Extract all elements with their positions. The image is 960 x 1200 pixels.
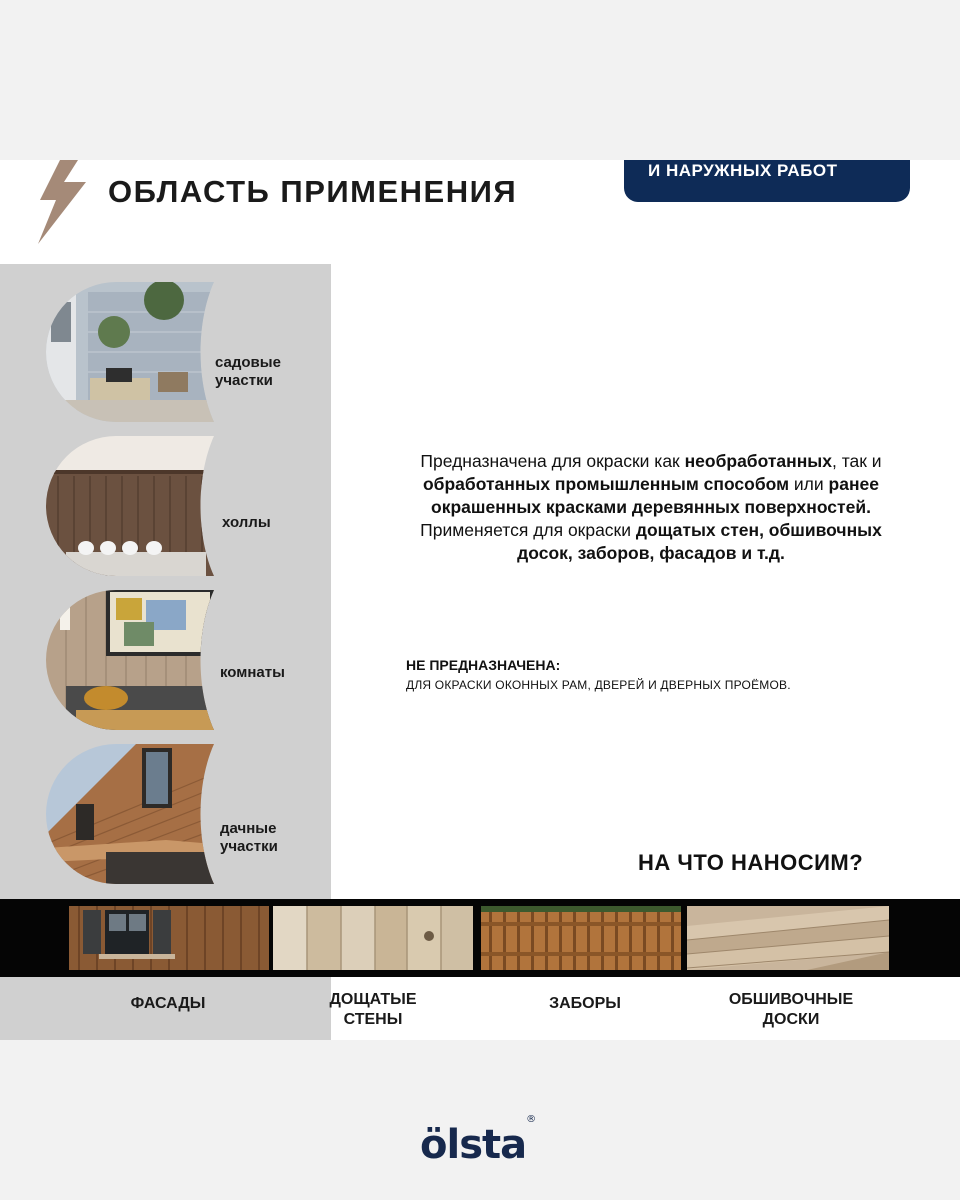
surface-label-cladding-boards: ОБШИВОЧНЫЕ ДОСКИ (728, 991, 854, 1028)
fence-photo-icon (481, 906, 681, 970)
lightning-bolt-icon (38, 160, 92, 244)
registered-mark: ® (526, 1113, 537, 1125)
surface-label-fences: ЗАБОРЫ (549, 995, 621, 1012)
country-house-photo-icon (46, 744, 214, 884)
section-title: ОБЛАСТЬ ПРИМЕНЕНИЯ (108, 174, 518, 209)
surface-label-facades: ФАСАДЫ (130, 995, 206, 1012)
not-intended-title: НЕ ПРЕДНАЗНАЧЕНА: (406, 657, 561, 673)
hall-photo-icon (46, 436, 214, 576)
facade-photo-icon (69, 906, 269, 970)
header-badge: И НАРУЖНЫХ РАБОТ (624, 160, 910, 202)
application-label: холлы (222, 514, 271, 531)
brand-logo (420, 1113, 537, 1168)
surface-label-boarded-walls: ДОЩАТЫЕ СТЕНЫ (329, 991, 417, 1028)
room-photo-icon (46, 590, 214, 730)
not-intended-text: ДЛЯ ОКРАСКИ ОКОННЫХ РАМ, ДВЕРЕЙ И ДВЕРНЫХ ПРОЁМОВ. (406, 678, 791, 692)
application-item-garden (0, 282, 331, 422)
application-label: садовые участки (215, 354, 281, 389)
surfaces-title: НА ЧТО НАНОСИМ? (638, 850, 864, 875)
application-item-room (0, 590, 331, 730)
application-item-hall (0, 436, 331, 576)
boarded-walls-photo-icon (273, 906, 473, 970)
application-label: комнаты (220, 664, 285, 681)
product-description: Предназначена для окраски как необработанных, так и обработанных промышленным способом или ранее окрашенных красками деревянных поверхностей. Применяется для окраски дощатых стен, обшивочных досок, заборов, фасадов и т.д. (420, 451, 882, 563)
brand-name: ölsta (420, 1122, 527, 1168)
application-item-country-house (0, 744, 331, 884)
application-label: дачные участки (220, 820, 278, 855)
garden-photo-icon (46, 282, 214, 422)
cladding-boards-photo-icon (687, 906, 889, 970)
